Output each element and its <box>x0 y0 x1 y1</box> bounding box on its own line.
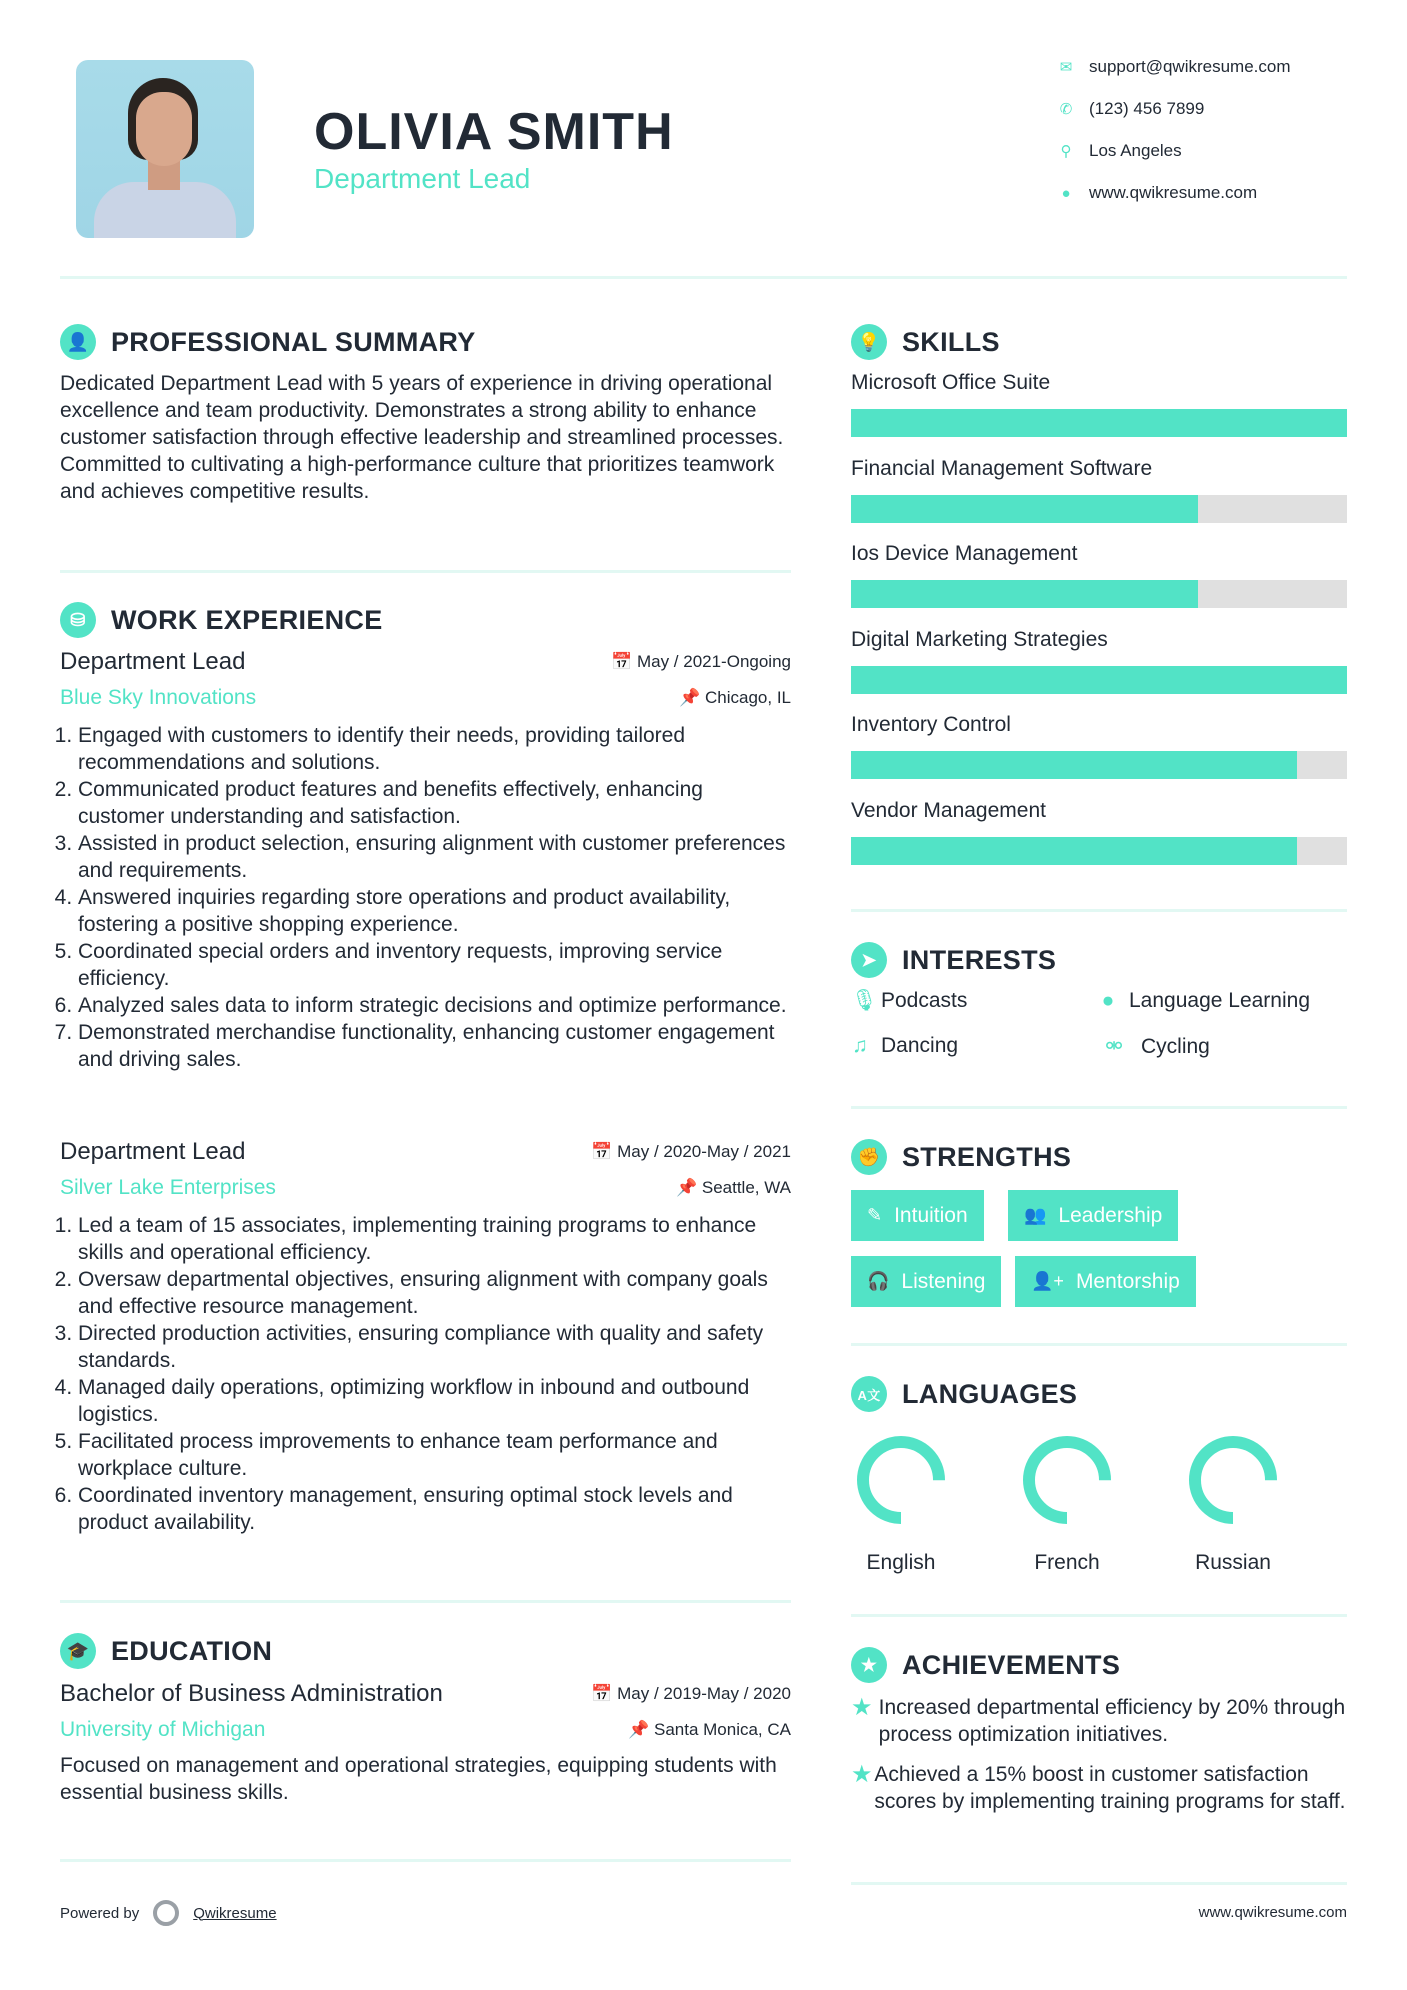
summary-heading <box>60 324 476 360</box>
interest-label: Language Learning <box>1129 989 1311 1012</box>
education-location-text: Santa Monica, CA <box>653 1720 791 1739</box>
language-progress-ring <box>1183 1430 1283 1530</box>
skill-name: Financial Management Software <box>851 456 1153 480</box>
footer-url[interactable]: www.qwikresume.com <box>1198 1904 1347 1921</box>
skill-bar-fill <box>851 409 1347 437</box>
skill-bar-fill <box>851 580 1198 608</box>
profile-photo <box>76 60 254 238</box>
language-name: English <box>866 1551 936 1574</box>
candidate-title: Department Lead <box>314 163 531 194</box>
list-item: 1. Led a team of 15 associates, implementing training programs to enhance skills and operational efficiency. <box>78 1212 791 1266</box>
star-badge-icon: ★ <box>851 1647 887 1683</box>
pin-icon: 📌 <box>679 688 705 707</box>
envelope-icon: ✉ <box>1059 59 1073 76</box>
strength-tag <box>1015 1256 1196 1307</box>
skill-bar-fill <box>851 751 1297 779</box>
job-company: Blue Sky Innovations <box>60 686 257 709</box>
skill-bar <box>851 580 1347 608</box>
skills-heading-text: SKILLS <box>902 326 1000 357</box>
interest-label: Podcasts <box>881 989 968 1012</box>
skill-name: Ios Device Management <box>851 542 1078 566</box>
section-divider <box>851 909 1347 912</box>
job-entry <box>60 1138 791 1536</box>
headphones-icon: 🎧 <box>867 1271 890 1291</box>
list-item: 1. Engaged with customers to identify their needs, providing tailored recommendations and solutions. <box>78 722 791 776</box>
map-pin-icon: ⚲ <box>1060 143 1072 160</box>
education-heading <box>60 1633 272 1669</box>
skill-bar <box>851 409 1347 437</box>
candidate-name: OLIVIA SMITH <box>314 103 674 161</box>
job-date <box>591 1142 791 1162</box>
fist-icon: ✊ <box>851 1139 887 1175</box>
strengths-heading-text: STRENGTHS <box>902 1141 1072 1172</box>
job-title: Department Lead <box>60 648 246 675</box>
list-item: 3. Assisted in product selection, ensuring alignment with customer preferences and requirements. <box>78 830 791 884</box>
education-date <box>591 1684 791 1704</box>
list-item: 4. Managed daily operations, optimizing workflow in inbound and outbound logistics. <box>78 1374 791 1428</box>
star-icon: ★ <box>851 1694 873 1721</box>
skill-item <box>851 457 1347 543</box>
list-item: 3. Directed production activities, ensuring compliance with quality and safety standards. <box>78 1320 791 1374</box>
achievements-heading-text: ACHIEVEMENTS <box>902 1649 1121 1680</box>
job-entry <box>60 648 791 1073</box>
job-date-text: May / 2021-Ongoing <box>636 652 791 671</box>
strength-label: Intuition <box>894 1203 968 1227</box>
location-text: Los Angeles <box>1089 141 1182 160</box>
chair-icon: ⛁ <box>60 602 96 638</box>
contact-website[interactable] <box>1056 183 1257 203</box>
job-company: Silver Lake Enterprises <box>60 1176 276 1199</box>
job-date <box>611 652 791 672</box>
section-divider <box>60 1600 791 1603</box>
calendar-icon: 📅 <box>591 1142 618 1161</box>
education-date-text: May / 2019-May / 2020 <box>617 1684 791 1703</box>
strength-tag <box>851 1190 984 1241</box>
list-item: 2. Oversaw departmental objectives, ensuring alignment with company goals and effective resource management. <box>78 1266 791 1320</box>
skill-bar-fill <box>851 666 1347 694</box>
section-divider <box>60 1859 791 1862</box>
list-item: 7. Demonstrated merchandise functionality, enhancing customer engagement and driving sales. <box>78 1019 791 1073</box>
language-progress-ring <box>851 1430 951 1530</box>
globe-icon: ● <box>1101 989 1115 1012</box>
skill-name: Microsoft Office Suite <box>851 371 1051 394</box>
strengths-heading <box>851 1139 1071 1175</box>
skill-bar-fill <box>851 495 1198 523</box>
skill-item <box>851 713 1347 799</box>
calendar-icon: 📅 <box>611 652 637 671</box>
experience-heading-text: WORK EXPERIENCE <box>111 604 383 635</box>
magic-wand-icon: ✎ <box>867 1205 883 1225</box>
skills-list <box>851 371 1347 885</box>
user-icon: 👤 <box>60 324 96 360</box>
skill-item <box>851 542 1347 628</box>
pin-icon: 📌 <box>628 1720 654 1739</box>
job-bullets <box>60 722 791 1073</box>
skill-bar <box>851 666 1347 694</box>
job-bullets <box>60 1212 791 1536</box>
list-item: 5. Facilitated process improvements to enhance team performance and workplace culture. <box>78 1428 791 1482</box>
phone-icon: ✆ <box>1059 101 1073 118</box>
achievements-heading <box>851 1647 1120 1683</box>
user-plus-icon: 👤+ <box>1031 1271 1064 1291</box>
graduate-icon: 🎓 <box>60 1633 96 1669</box>
section-divider <box>851 1343 1347 1346</box>
education-description: Focused on management and operational strategies, equipping students with essential business skills. <box>60 1754 777 1804</box>
skill-name: Inventory Control <box>851 713 1011 737</box>
interest-item <box>851 989 967 1013</box>
achievement-item <box>851 1761 1347 1815</box>
list-item: 6. Analyzed sales data to inform strategic decisions and optimize performance. <box>78 992 791 1019</box>
section-divider <box>851 1106 1347 1109</box>
language-item <box>1173 1430 1293 1575</box>
strength-label: Listening <box>901 1269 986 1293</box>
users-icon: 👥 <box>1024 1205 1047 1225</box>
interest-label: Dancing <box>881 1034 959 1057</box>
list-item: 4. Answered inquiries regarding store operations and product availability, fostering a positive shopping experience. <box>78 884 791 938</box>
school: University of Michigan <box>60 1718 266 1741</box>
achievement-text: Increased departmental efficiency by 20% through process optimization initiatives. <box>878 1696 1346 1746</box>
summary-heading-text: PROFESSIONAL SUMMARY <box>111 326 476 357</box>
skill-bar <box>851 495 1347 523</box>
job-location <box>676 1178 791 1198</box>
list-item: 6. Coordinated inventory management, ensuring optimal stock levels and product availability. <box>78 1482 791 1536</box>
powered-by-text: Powered by <box>60 1904 140 1922</box>
interest-label: Cycling <box>1141 1034 1210 1058</box>
interest-item <box>851 1034 958 1058</box>
pin-icon: 📌 <box>675 1178 702 1197</box>
experience-heading <box>60 602 383 638</box>
languages-heading <box>851 1376 1077 1412</box>
bicycle-icon: ⚮ <box>1105 1035 1123 1058</box>
achievement-item <box>851 1694 1347 1748</box>
education-location <box>628 1720 791 1740</box>
degree: Bachelor of Business Administration <box>60 1680 443 1707</box>
skill-item <box>851 799 1347 885</box>
skill-bar <box>851 837 1347 865</box>
language-progress-ring <box>1017 1430 1117 1530</box>
strength-label: Leadership <box>1058 1203 1163 1227</box>
strength-label: Mentorship <box>1075 1269 1180 1293</box>
list-item: 5. Coordinated special orders and inventory requests, improving service efficiency. <box>78 938 791 992</box>
education-heading-text: EDUCATION <box>111 1635 273 1666</box>
phone-text: (123) 456 7899 <box>1089 99 1205 118</box>
contact-location <box>1056 141 1182 161</box>
skill-bar <box>851 751 1347 779</box>
strength-tag <box>851 1256 1001 1307</box>
contact-phone <box>1056 99 1204 119</box>
globe-icon: ● <box>1061 184 1071 202</box>
interests-heading-text: INTERESTS <box>902 944 1057 975</box>
strength-tag <box>1008 1190 1178 1241</box>
interest-item <box>1099 1034 1210 1059</box>
music-icon: ♫ <box>852 1034 868 1057</box>
skill-name: Vendor Management <box>851 798 1046 822</box>
achievement-text: Achieved a 15% boost in customer satisfaction scores by implementing training programs for staff. <box>874 1763 1346 1813</box>
language-name: French <box>1034 1551 1100 1574</box>
section-divider <box>851 1614 1347 1617</box>
contact-email[interactable] <box>1056 57 1291 77</box>
language-name: Russian <box>1195 1551 1271 1574</box>
job-date-text: May / 2020-May / 2021 <box>617 1142 791 1161</box>
skill-item <box>851 628 1347 714</box>
star-icon: ★ <box>851 1761 873 1788</box>
microphone-icon: 🎙 <box>851 989 878 1012</box>
header-divider <box>60 276 1347 279</box>
education-entry <box>60 1680 791 1806</box>
paper-plane-icon: ➤ <box>851 942 887 978</box>
website-text: www.qwikresume.com <box>1089 183 1258 202</box>
skills-heading <box>851 324 1000 360</box>
calendar-icon: 📅 <box>591 1684 618 1703</box>
skill-name: Digital Marketing Strategies <box>851 627 1108 651</box>
list-item: 2. Communicated product features and benefits effectively, enhancing customer understanding and satisfaction. <box>78 776 791 830</box>
language-item <box>841 1430 961 1575</box>
language-icon: A文 <box>851 1376 887 1412</box>
section-divider <box>851 1882 1347 1885</box>
email-text: support@qwikresume.com <box>1089 57 1291 76</box>
qwikresume-logo-icon <box>153 1900 179 1926</box>
language-item <box>1007 1430 1127 1575</box>
brand-link[interactable]: Qwikresume <box>193 1904 277 1922</box>
lightbulb-icon: 💡 <box>851 324 887 360</box>
job-title: Department Lead <box>60 1138 246 1165</box>
footer-powered <box>60 1900 277 1926</box>
job-location <box>679 688 791 708</box>
summary-text: Dedicated Department Lead with 5 years of experience in driving operational excellence and team productivity. Demonstrates a strong ability to enhance customer satisfaction through effective leadership and streamlined processes. Committed to cultivating a high-performance culture that prioritizes teamwork and achieves competitive results. <box>60 372 784 503</box>
job-location-text: Seattle, WA <box>701 1178 791 1197</box>
interests-heading <box>851 942 1056 978</box>
section-divider <box>60 570 791 573</box>
skill-item <box>851 371 1347 457</box>
interest-item <box>1099 989 1310 1013</box>
skill-bar-fill <box>851 837 1297 865</box>
languages-heading-text: LANGUAGES <box>902 1378 1078 1409</box>
job-location-text: Chicago, IL <box>705 688 791 707</box>
